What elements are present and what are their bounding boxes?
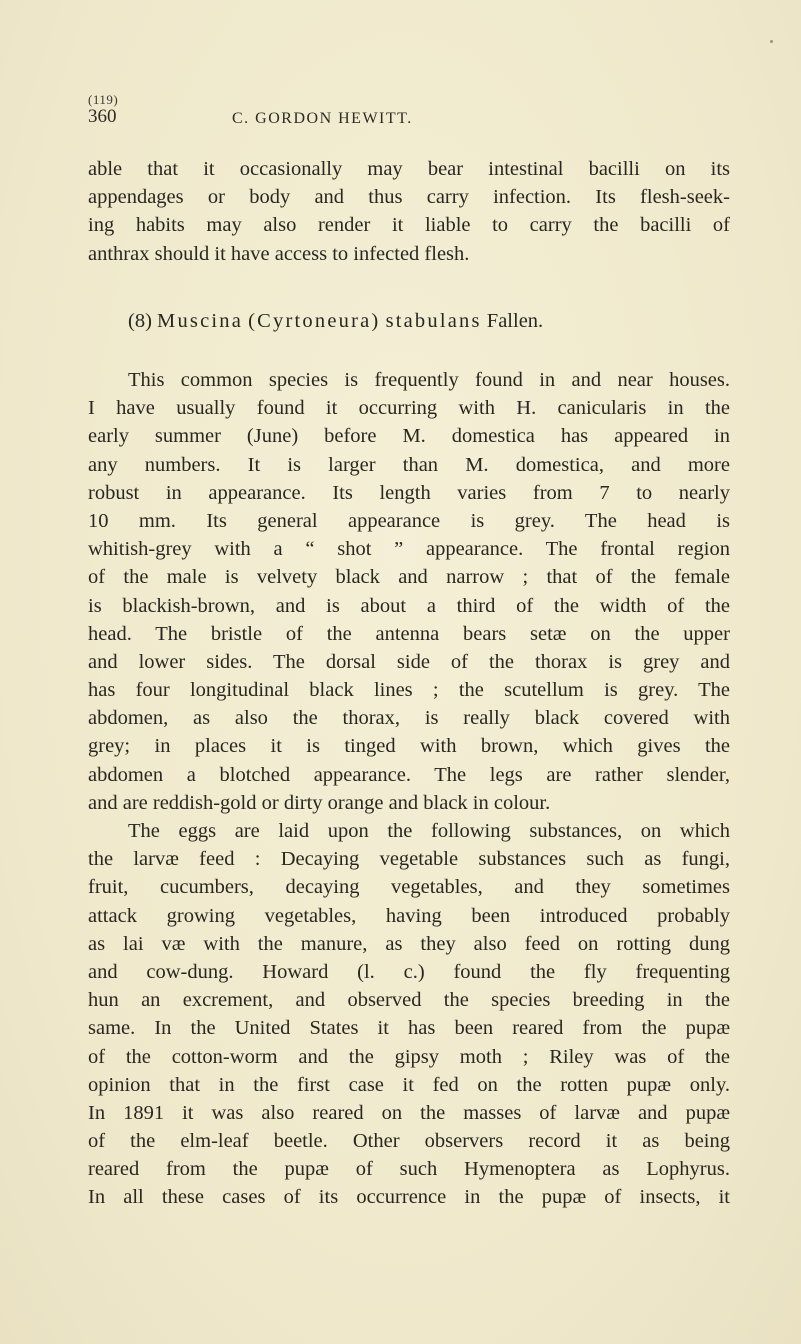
text-line: any numbers. It is larger than M. domestica, and more xyxy=(88,453,730,476)
text-line: and are reddish-gold or dirty orange and black in colour. xyxy=(88,791,551,814)
text-line: The eggs are laid upon the following substances, on which xyxy=(128,820,730,842)
running-head-author: C. GORDON HEWITT. xyxy=(232,110,413,127)
text-line: robust in appearance. Its length varies from 7 to nearly xyxy=(88,481,730,504)
section-heading xyxy=(128,310,543,333)
text-line: appendages or body and thus carry infection. Its flesh-seek- xyxy=(88,186,730,209)
reprint-number: (119) xyxy=(88,92,119,107)
text-line: hun an excrement, and observed the species breeding in the xyxy=(88,989,730,1012)
text-line: early summer (June) before M. domestica has appeared in xyxy=(88,425,730,448)
text-line: is blackish-brown, and is about a third of the width of the xyxy=(88,594,730,617)
heading-genus: Muscina xyxy=(157,310,244,332)
text-line: has four longitudinal black lines ; the scutellum is grey. The xyxy=(88,679,730,702)
heading-number: (8) xyxy=(128,310,152,332)
speck xyxy=(770,40,773,43)
heading-authority: Fallen. xyxy=(486,310,544,332)
text-line: This common species is frequently found in and near houses. xyxy=(128,369,730,391)
text-line: anthrax should it have access to infected flesh. xyxy=(88,242,470,265)
text-line: of the elm-leaf beetle. Other observers record it as being xyxy=(88,1130,730,1153)
text-line: same. In the United States it has been reared from the pupæ xyxy=(88,1017,730,1040)
text-line: grey; in places it is tinged with brown, which gives the xyxy=(88,735,730,758)
text-line: of the male is velvety black and narrow ; that of the female xyxy=(88,566,730,589)
text-line: head. The bristle of the antenna bears setæ on the upper xyxy=(88,622,730,645)
paragraph-anthrax xyxy=(88,155,730,268)
text-line: and cow-dung. Howard (l. c.) found the fly frequenting xyxy=(88,960,730,983)
text-line: fruit, cucumbers, decaying vegetables, and they sometimes xyxy=(88,876,730,899)
page-number: 360 xyxy=(88,106,117,127)
text-line: reared from the pupæ of such Hymenoptera as Lophyrus. xyxy=(88,1158,730,1181)
text-line: as lai væ with the manure, as they also feed on rotting dung xyxy=(88,932,730,955)
text-line: I have usually found it occurring with H. canicularis in the xyxy=(88,397,730,420)
paragraph-description xyxy=(88,366,730,1212)
text-line: 10 mm. Its general appearance is grey. The head is xyxy=(88,509,730,532)
text-line: abdomen, as also the thorax, is really black covered with xyxy=(88,707,730,730)
text-line: of the cotton-worm and the gipsy moth ; Riley was of the xyxy=(88,1045,730,1068)
text-line: and lower sides. The dorsal side of the thorax is grey and xyxy=(88,650,730,673)
heading-species: stabulans xyxy=(385,310,482,332)
text-line: whitish-grey with a “ shot ” appearance. The frontal region xyxy=(88,538,730,561)
text-line: In all these cases of its occurrence in the pupæ of insects, it xyxy=(88,1186,730,1209)
text-line: opinion that in the first case it fed on the rotten pupæ only. xyxy=(88,1073,730,1096)
text-line: attack growing vegetables, having been introduced probably xyxy=(88,904,730,927)
text-line: In 1891 it was also reared on the masses of larvæ and pupæ xyxy=(88,1101,730,1124)
text-line: ing habits may also render it liable to carry the bacilli of xyxy=(88,214,730,237)
text-line: abdomen a blotched appearance. The legs are rather slender, xyxy=(88,763,730,786)
text-line: the larvæ feed : Decaying vegetable substances such as fungi, xyxy=(88,848,730,871)
text-line: able that it occasionally may bear intestinal bacilli on its xyxy=(88,158,730,180)
heading-subgenus: (Cyrtoneura) xyxy=(248,310,381,332)
